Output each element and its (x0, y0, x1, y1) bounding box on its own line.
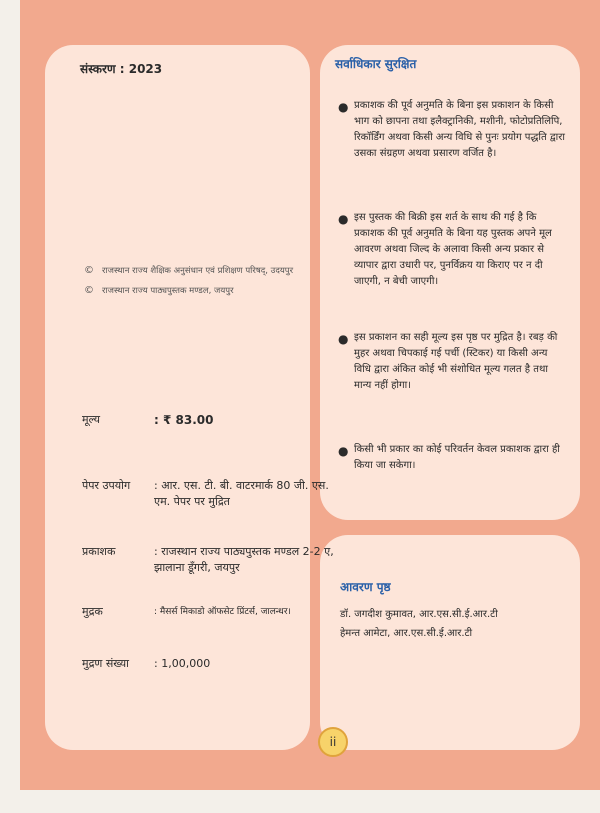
left-panel (45, 45, 310, 750)
rights-bullet (338, 442, 567, 474)
quantity-label: मुद्रण संख्या (82, 657, 129, 670)
cover-panel (320, 535, 580, 750)
rights-bullet (338, 210, 567, 290)
publisher-label: प्रकाशक (82, 545, 116, 558)
bullet-text: इस पुस्तक की बिक्री इस शर्त के साथ की गई है कि प्रकाशक की पूर्व अनुमति के बिना यह पुस्तक अपने मूल आवरण अथवा जिल्द के अलावा किसी अन्य प्रकार से व्यापार द्वारा उधारी पर, पुनर्विक्रय या किराए पर न दी जाएगी, न बेची जाएगी। (354, 212, 552, 287)
price-value: : ₹ 83.00 (154, 413, 214, 427)
printer-label: मुद्रक (82, 605, 103, 618)
quantity-value: : 1,00,000 (154, 657, 211, 670)
copyright-line (84, 265, 293, 276)
cover-credit: हेमन्त आमेटा, आर.एस.सी.ई.आर.टी (340, 628, 473, 639)
edition-text: संस्करण : 2023 (80, 62, 163, 76)
bullet-text: प्रकाशक की पूर्व अनुमति के बिना इस प्रकाशन के किसी भाग को छापना तथा इलैक्ट्रानिकी, मशीनी, फोटोप्रतिलिपि, रिकॉर्डिंग अथवा किसी अन्य विधि से पुनः प्रयोग पद्धति द्वारा उसका संग्रहण अथवा प्रसारण वर्जित है। (354, 100, 565, 159)
printer-value: : मैसर्स मिकाडो ऑफसेट प्रिंटर्स, जालन्धर। (154, 607, 291, 617)
copyright-symbol: © (84, 265, 94, 276)
rights-heading: सर्वाधिकार सुरक्षित (335, 57, 417, 71)
publisher-value: : राजस्थान राज्य पाठ्यपुस्तक मण्डल 2-2 ए, झालाना डूँगरी, जयपुर (154, 545, 334, 574)
paper-value: : आर. एस. टी. बी. वाटरमार्क 80 जी. एस. एम. पेपर पर मुद्रित (154, 479, 329, 508)
bullet-dot-icon: ● (338, 332, 349, 346)
copyright-text: राजस्थान राज्य शैक्षिक अनुसंधान एवं प्रशिक्षण परिषद्, उदयपुर (102, 266, 294, 276)
rights-bullet (338, 330, 567, 394)
paper-label: पेपर उपयोग (82, 479, 131, 492)
bullet-text: किसी भी प्रकार का कोई परिवर्तन केवल प्रकाशक द्वारा ही किया जा सकेगा। (354, 444, 560, 471)
bullet-dot-icon: ● (338, 100, 349, 114)
bullet-dot-icon: ● (338, 444, 349, 458)
price-label: मूल्य (82, 413, 100, 426)
cover-heading: आवरण पृष्ठ (340, 580, 391, 594)
bullet-text: इस प्रकाशन का सही मूल्य इस पृष्ठ पर मुद्रित है। रबड़ की मुहर अथवा चिपकाई गई पर्ची (स्टिकर) या किसी अन्य विधि द्वारा अंकित कोई भी संशोधित मूल्य गलत है तथा मान्य नहीं होगा। (354, 332, 558, 391)
cover-credit: डॉ. जगदीश कुमावत, आर.एस.सी.ई.आर.टी (340, 609, 498, 620)
page-number: ii (318, 727, 348, 757)
rights-bullet (338, 98, 567, 162)
copyright-text: राजस्थान राज्य पाठ्यपुस्तक मण्डल, जयपुर (102, 286, 234, 296)
copyright-line (84, 285, 234, 296)
bullet-dot-icon: ● (338, 212, 349, 226)
copyright-symbol: © (84, 285, 94, 296)
